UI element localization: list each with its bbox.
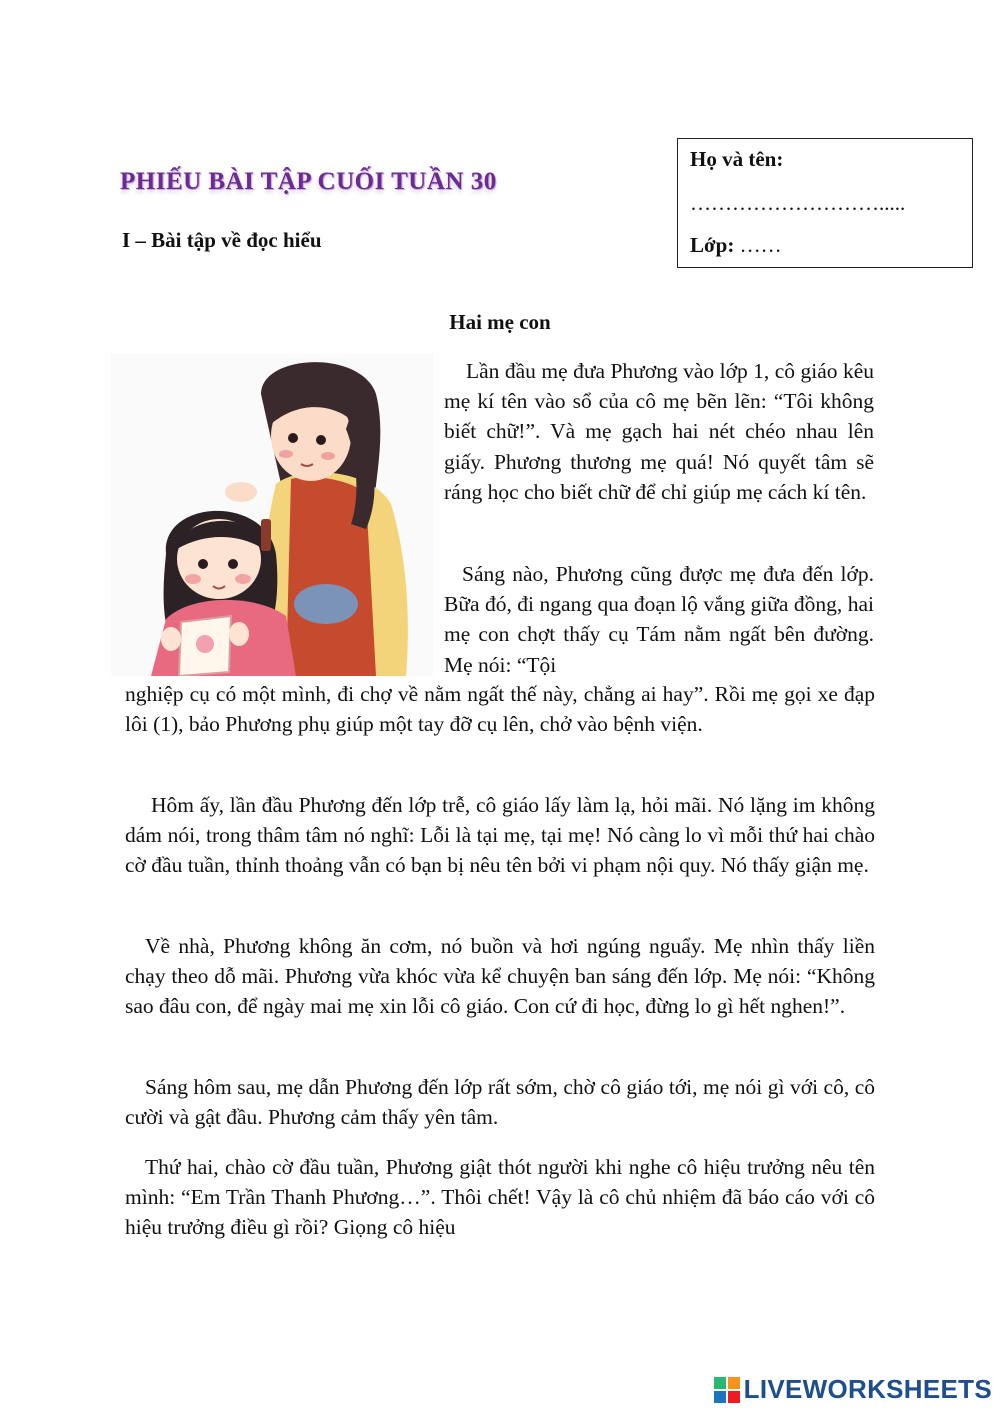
logo-grid-icon	[714, 1377, 740, 1403]
class-row[interactable]	[690, 233, 782, 258]
paragraph-2: Sáng nào, Phương cũng được mẹ đưa đến lớp. Bữa đó, đi ngang qua đoạn lộ vắng giữa đồng, hai mẹ con chợt thấy cụ Tám nằm ngất bên đường. Mẹ nói: “Tội	[444, 562, 874, 677]
paragraph-3: Hôm ấy, lần đầu Phương đến lớp trễ, cô giáo lấy làm lạ, hỏi mãi. Nó lặng im không dám nói, trong thâm tâm nó nghĩ: Lỗi là tại mẹ, tại mẹ! Nó càng lo vì mỗi thứ hai chào cờ đầu tuần, thỉnh thoảng vẫn có bạn bị nêu tên bởi vi phạm nội quy. Nó thấy giận mẹ.	[125, 793, 875, 878]
paragraph-1: Lần đầu mẹ đưa Phương vào lớp 1, cô giáo kêu mẹ kí tên vào sổ của cô mẹ bẽn lẽn: “Tôi không biết chữ!”. Và mẹ gạch hai nét chéo nhau lên giấy. Phương thương mẹ quá! Nó quyết tâm sẽ ráng học cho biết chữ để chỉ giúp mẹ cách kí tên.	[444, 359, 874, 504]
paragraph-4: Về nhà, Phương không ăn cơm, nó buồn và hơi ngúng nguẩy. Mẹ nhìn thấy liền chạy theo dỗ mãi. Phương vừa khóc vừa kể chuyện ban sáng đến lớp. Mẹ nói: “Không sao đâu con, để ngày mai mẹ xin lỗi cô giáo. Con cứ đi học, đừng lo gì hết nghen!”.	[125, 934, 875, 1019]
liveworksheets-logo[interactable]	[714, 1374, 992, 1405]
illustration-svg	[111, 354, 433, 676]
paragraph-6: Thứ hai, chào cờ đầu tuần, Phương giật thót người khi nghe cô hiệu trưởng nêu tên mình: “Em Trần Thanh Phương…”. Thôi chết! Vậy là cô chủ nhiệm đã báo cáo với cô hiệu trưởng điều gì rồi? Giọng cô hiệu	[125, 1155, 875, 1240]
name-field[interactable]	[690, 191, 905, 216]
class-dots: ……	[739, 233, 782, 257]
story-title: Hai mẹ con	[449, 310, 551, 334]
class-label: Lớp:	[690, 233, 735, 257]
name-row	[690, 147, 783, 172]
name-label: Họ và tên:	[690, 147, 784, 171]
section-heading: I – Bài tập về đọc hiểu	[122, 228, 322, 252]
student-info-box	[677, 138, 973, 268]
logo-text: LIVEWORKSHEETS	[743, 1374, 992, 1404]
paragraph-5: Sáng hôm sau, mẹ dẫn Phương đến lớp rất sớm, chờ cô giáo tới, mẹ nói gì với cô, cô cười và gật đầu. Phương cảm thấy yên tâm.	[125, 1075, 875, 1130]
paragraph-2-continued: nghiệp cụ có một mình, đi chợ về nằm ngất thế này, chẳng ai hay”. Rồi mẹ gọi xe đạp lôi (1), bảo Phương phụ giúp một tay đỡ cụ lên, chở vào bệnh viện.	[125, 682, 875, 737]
sheet-title: PHIẾU BÀI TẬP CUỐI TUẦN 30	[120, 168, 497, 195]
name-dots: ……………………….....	[690, 191, 906, 215]
mother-daughter-illustration	[111, 354, 433, 676]
